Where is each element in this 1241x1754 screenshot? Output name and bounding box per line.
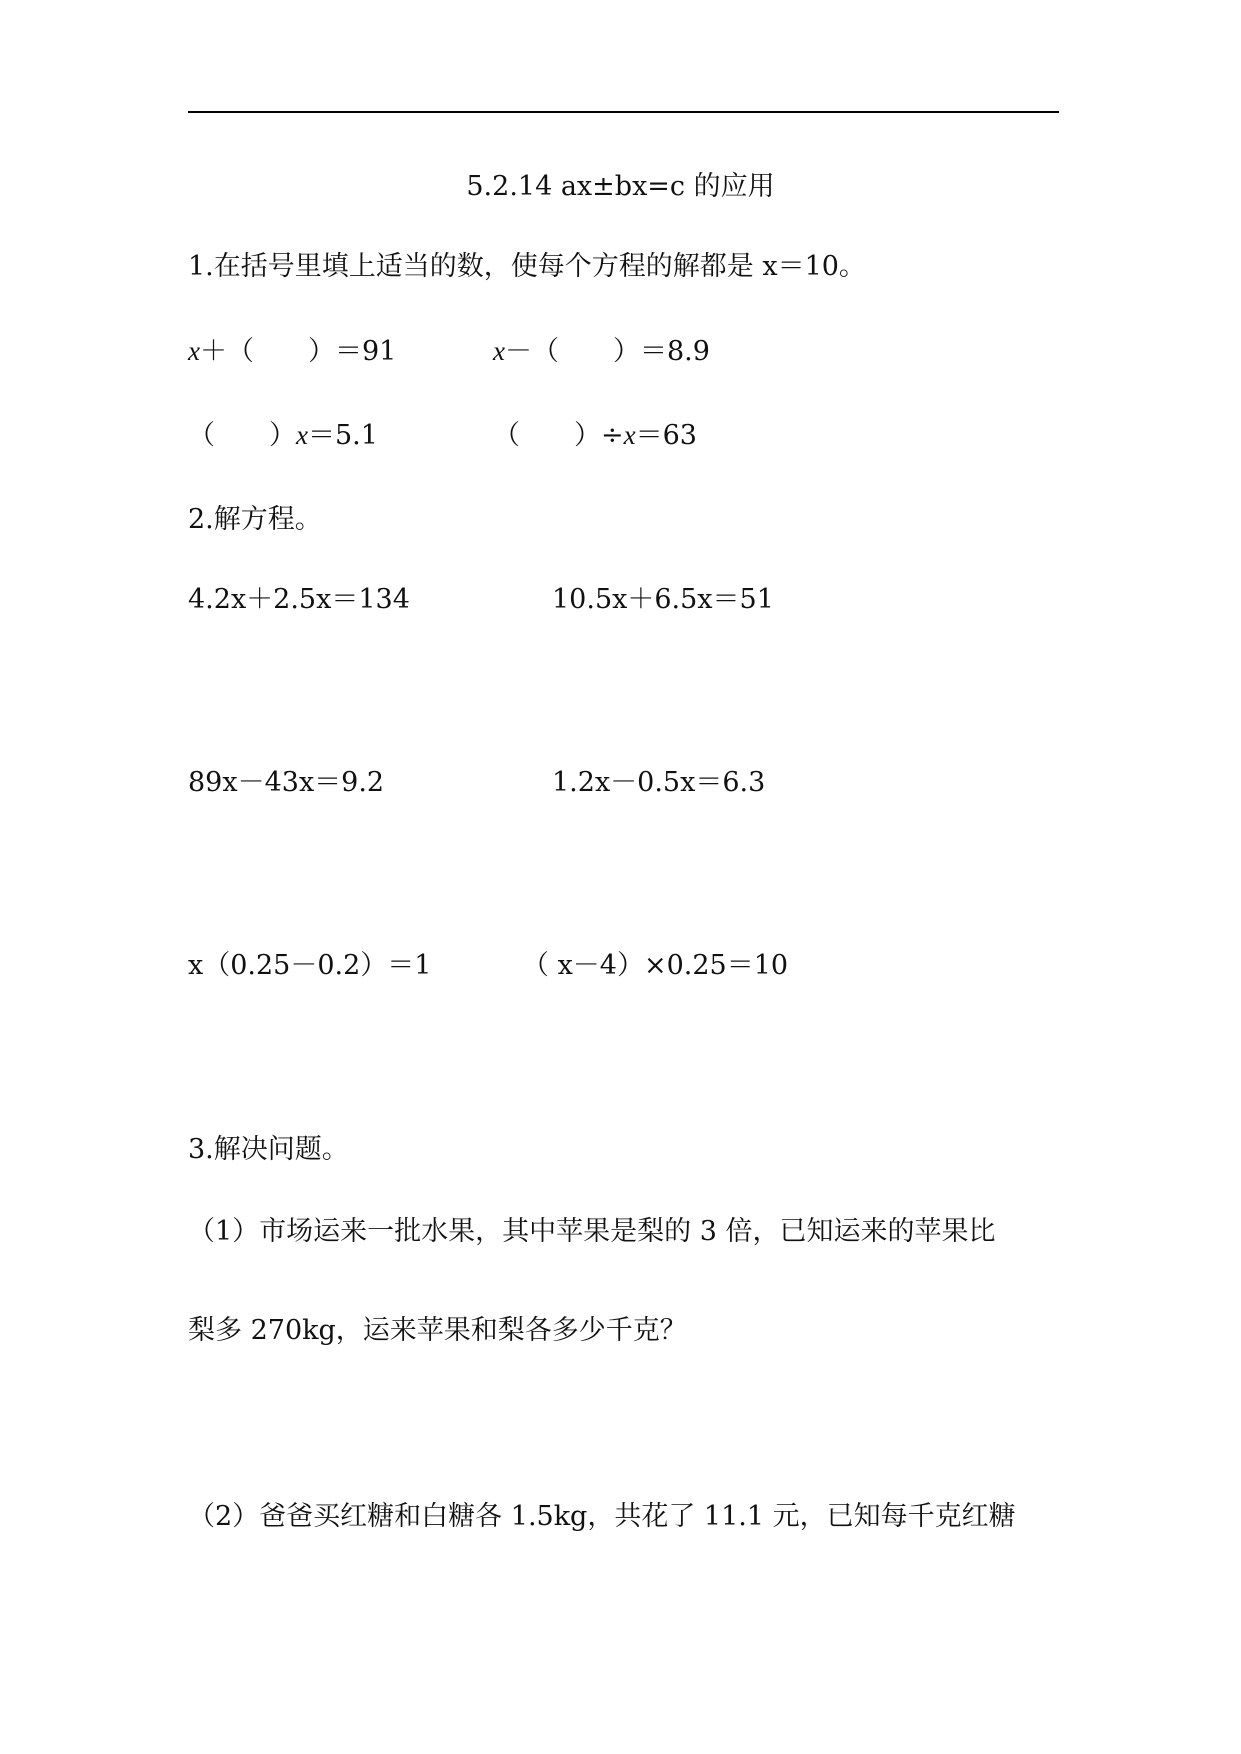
equation-4: 1.2x－0.5x＝6.3 [552, 767, 766, 798]
page-title: 5.2.14 ax±bx=c 的应用 [466, 171, 775, 202]
question-1-heading: 1.在括号里填上适当的数，使每个方程的解都是 x＝10。 [188, 251, 866, 282]
question-3-heading: 3.解决问题。 [188, 1134, 349, 1165]
equation-2: 10.5x＋6.5x＝51 [552, 584, 774, 615]
problem-2-line-1: （2）爸爸买红糖和白糖各 1.5kg，共花了 11.1 元，已知每千克红糖 [188, 1501, 1016, 1532]
equation-5: x（0.25－0.2）＝1 [188, 950, 432, 981]
header-rule [188, 111, 1059, 113]
fill-blank-equation-2: x－（ ）＝8.9 [493, 336, 710, 367]
fill-blank-equation-4: （ ）÷x＝63 [493, 420, 697, 451]
fill-blank-equation-3: （ ）x＝5.1 [188, 420, 378, 451]
problem-1-line-1: （1）市场运来一批水果，其中苹果是梨的 3 倍，已知运来的苹果比 [188, 1216, 996, 1247]
equation-3: 89x－43x＝9.2 [188, 767, 385, 798]
equation-1: 4.2x＋2.5x＝134 [188, 584, 410, 615]
equation-6: （ x－4）×0.25＝10 [522, 950, 789, 981]
problem-1-line-2: 梨多 270kg，运来苹果和梨各多少千克？ [188, 1315, 687, 1346]
fill-blank-equation-1: x＋（ ）＝91 [188, 336, 397, 367]
question-2-heading: 2.解方程。 [188, 504, 322, 535]
